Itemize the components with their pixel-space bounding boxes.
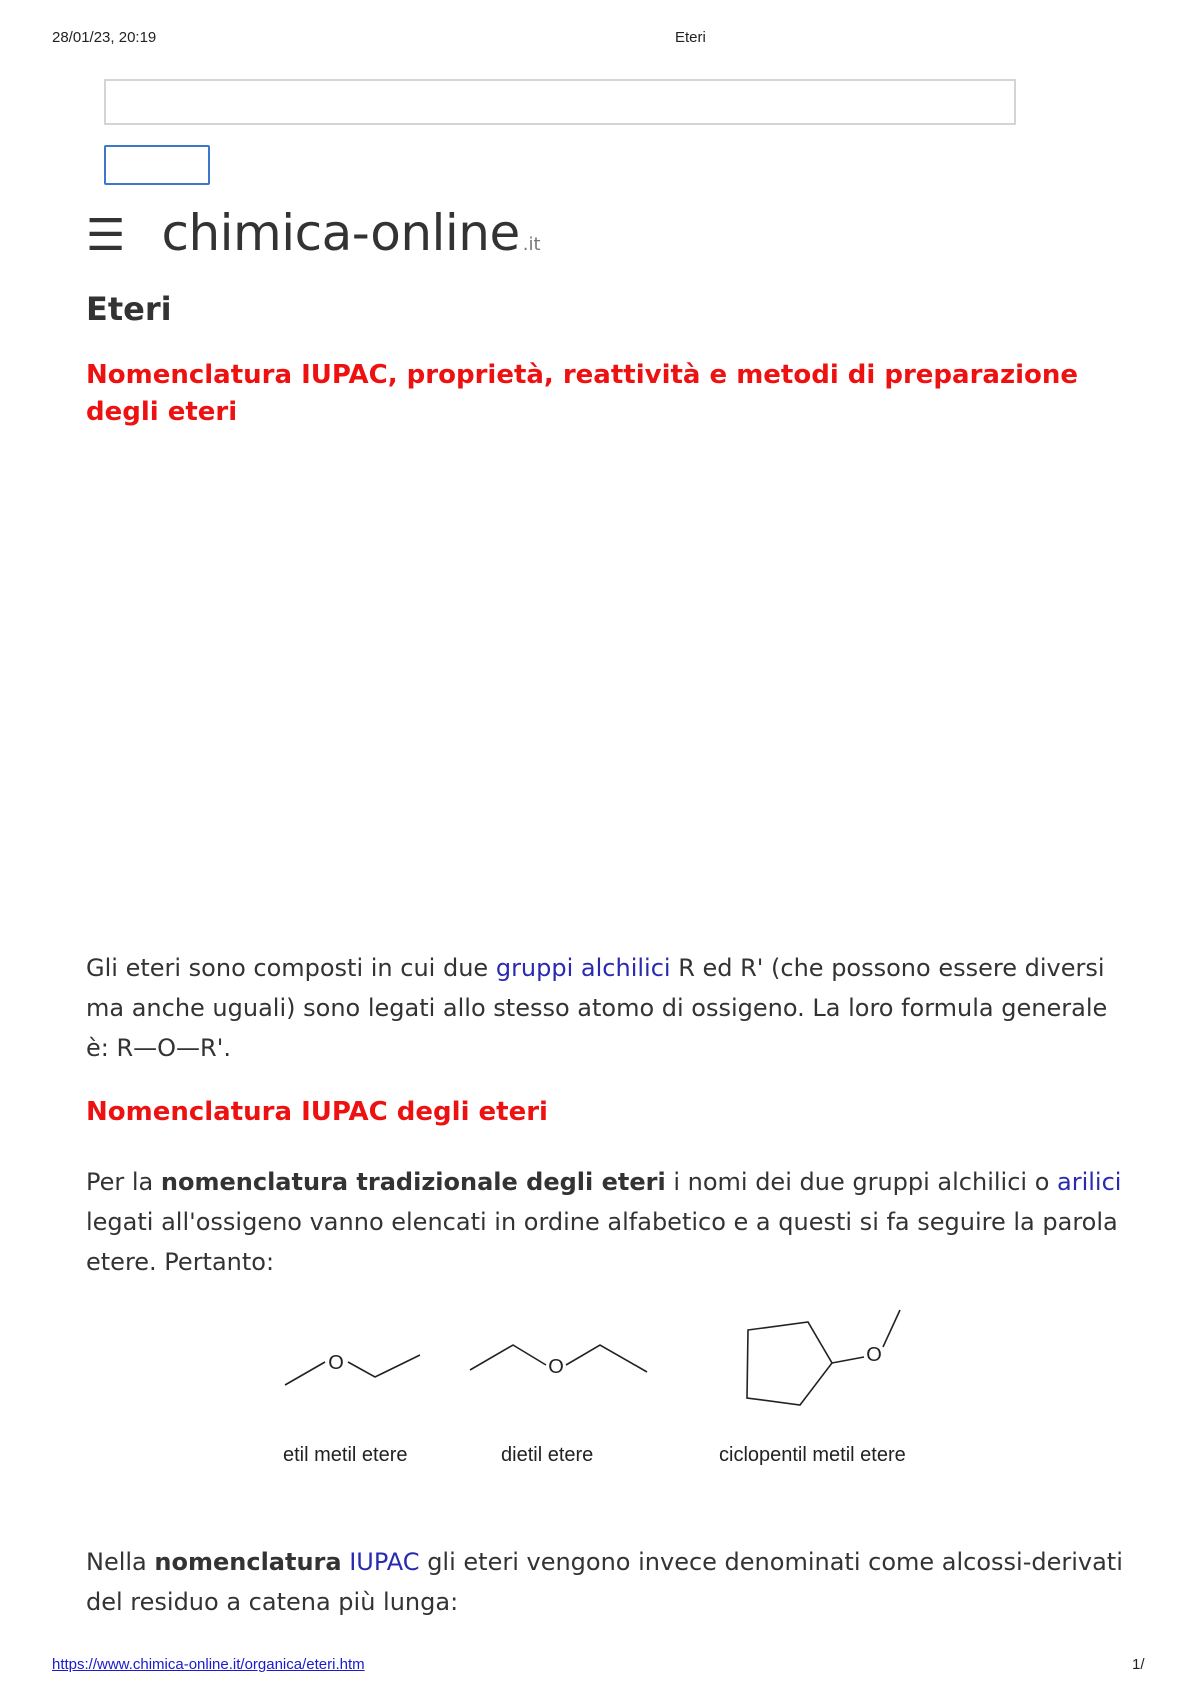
hamburger-menu-icon[interactable]: ☰ xyxy=(86,210,126,261)
oxygen-atom-3: O xyxy=(866,1344,882,1366)
intro-paragraph xyxy=(86,948,1126,1068)
p2-text-2: i nomi dei due gruppi alchilici o xyxy=(665,1168,1058,1196)
bond-line xyxy=(470,1345,546,1370)
section-title-nomenclatura: Nomenclatura IUPAC degli eteri xyxy=(86,1097,548,1127)
print-page-title: Eteri xyxy=(675,29,706,46)
page-title: Eteri xyxy=(86,290,172,328)
link-gruppi-alchilici[interactable]: gruppi alchilici xyxy=(495,954,671,982)
site-logo-suffix: .it xyxy=(522,234,541,255)
intro-text-2: R ed R' (che possono essere diversi ma anche uguali) sono legati allo stesso atomo di ossigeno. La loro formula generale è: R—O—R'. xyxy=(86,954,1108,1062)
print-datetime: 28/01/23, 20:19 xyxy=(52,29,157,46)
page-subtitle: Nomenclatura IUPAC, proprietà, reattività e metodi di preparazione degli eteri xyxy=(86,360,1078,427)
site-logo[interactable]: chimica-online xyxy=(161,204,520,262)
molecule-label-dietil-etere: dietil etere xyxy=(501,1444,594,1466)
link-iupac[interactable]: IUPAC xyxy=(349,1548,420,1576)
p2-text-3: legati all'ossigeno vanno elencati in ordine alfabetico e a questi si fa seguire la parola etere. Pertanto: xyxy=(86,1208,1118,1276)
iupac-paragraph xyxy=(86,1542,1126,1622)
bond-line xyxy=(348,1355,420,1377)
bond-line xyxy=(566,1345,647,1372)
bond-line xyxy=(832,1357,864,1363)
bond-line xyxy=(883,1310,900,1347)
molecule-label-ciclopentil-metil-etere: ciclopentil metil etere xyxy=(719,1444,906,1466)
p3-bold: nomenclatura xyxy=(154,1548,342,1576)
search-input[interactable] xyxy=(104,79,1016,125)
p3-text-2: gli eteri vengono invece denominati come alcossi-derivati del residuo a catena più lunga: xyxy=(86,1548,1123,1616)
link-arilici[interactable]: arilici xyxy=(1057,1168,1122,1196)
p3-text: Nella xyxy=(86,1548,155,1576)
oxygen-atom-1: O xyxy=(328,1352,344,1374)
nomenclature-paragraph xyxy=(86,1162,1126,1282)
footer-url-link[interactable]: https://www.chimica-online.it/organica/eteri.htm xyxy=(52,1656,365,1673)
ad-placeholder xyxy=(86,450,1116,920)
page-number: 1/ xyxy=(1132,1656,1145,1673)
molecule-label-etil-metil-etere: etil metil etere xyxy=(283,1444,408,1466)
oxygen-atom-2: O xyxy=(548,1356,564,1378)
search-button[interactable] xyxy=(104,145,210,185)
p2-text: Per la xyxy=(86,1168,161,1196)
cyclopentane-ring xyxy=(747,1322,832,1405)
site-header xyxy=(86,204,541,268)
bond-line xyxy=(285,1362,325,1385)
intro-text: Gli eteri sono composti in cui due xyxy=(86,954,496,982)
p2-bold: nomenclatura tradizionale degli eteri xyxy=(160,1168,666,1196)
